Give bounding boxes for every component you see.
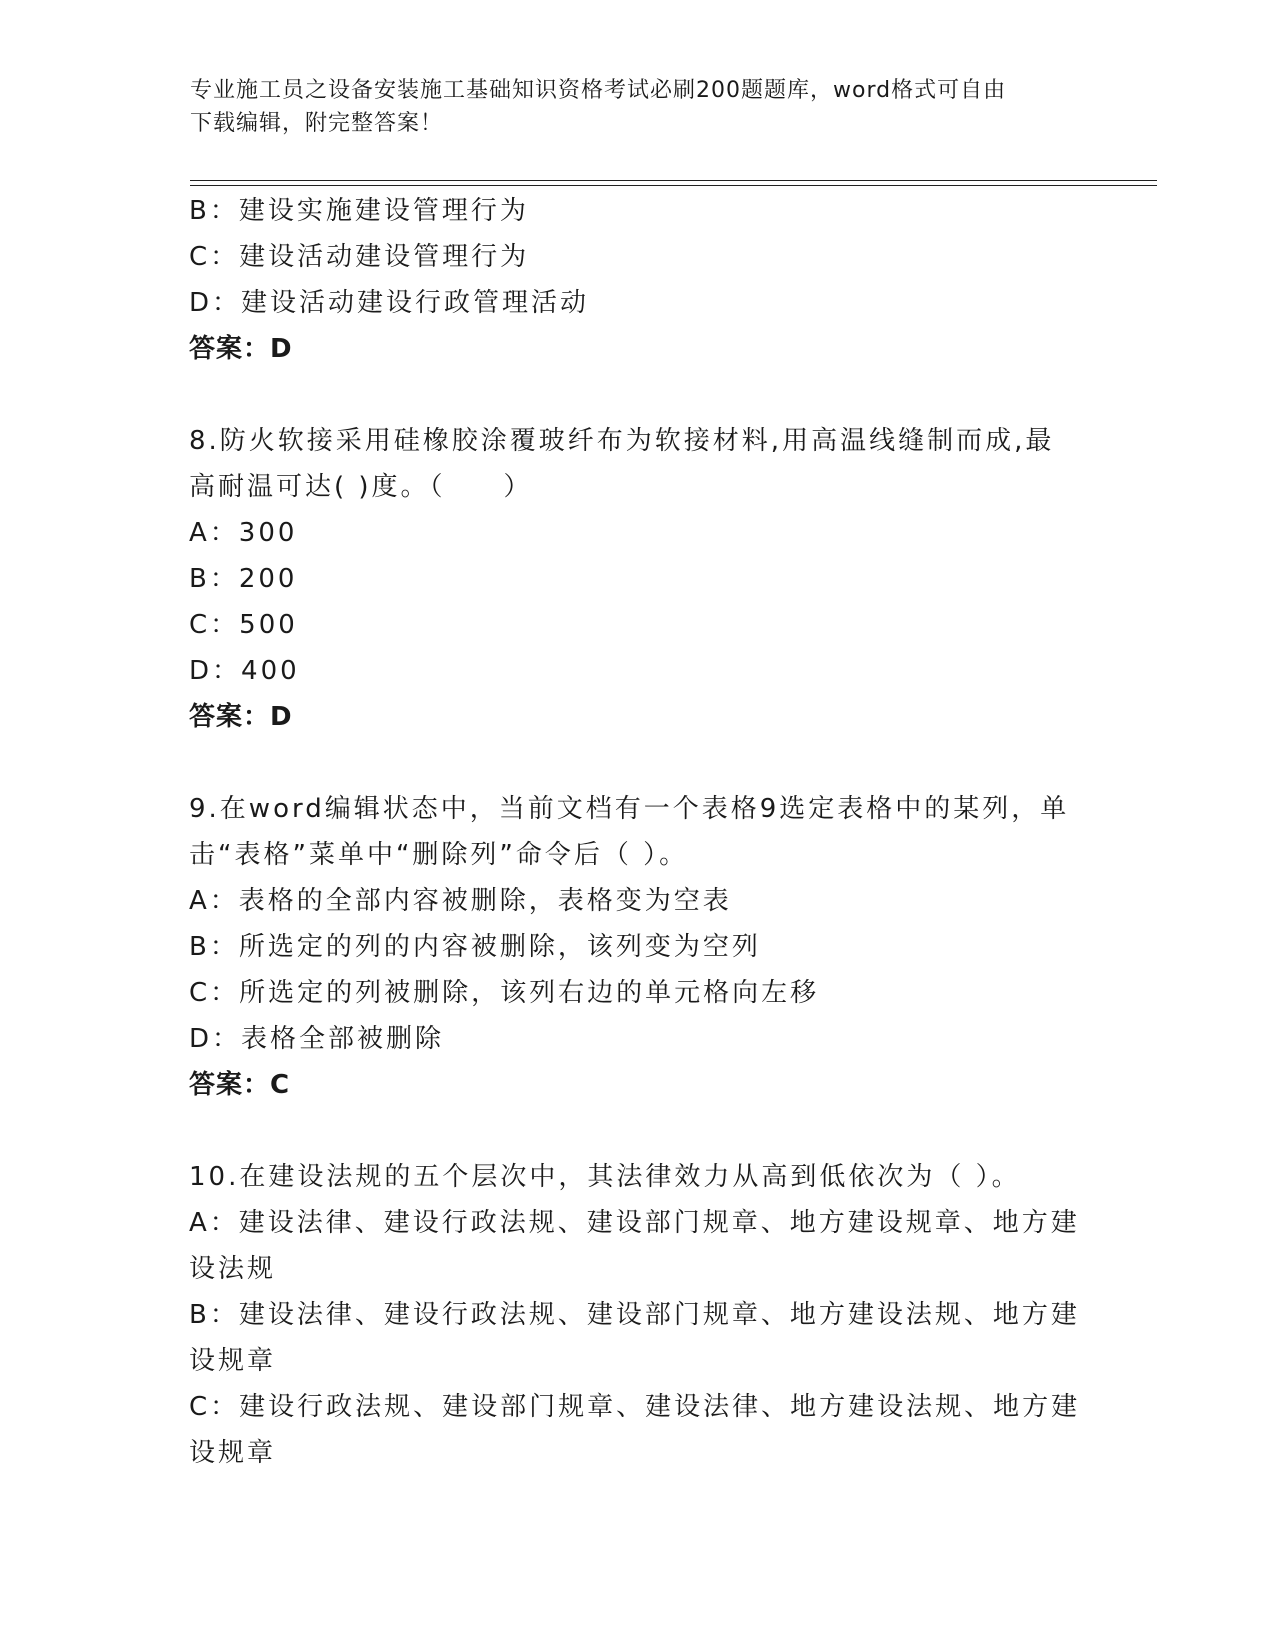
question-stem: 9.在word编辑状态中，当前文档有一个表格9选定表格中的某列，单 bbox=[189, 794, 1070, 824]
option-a: A：300 bbox=[189, 518, 298, 548]
header-divider-bottom bbox=[190, 185, 1157, 186]
header-divider-top bbox=[190, 180, 1157, 181]
option-a: A：表格的全部内容被删除，表格变为空表 bbox=[189, 886, 732, 916]
spacer bbox=[189, 1108, 1089, 1154]
option-b: B：所选定的列的内容被删除，该列变为空列 bbox=[189, 932, 761, 962]
option-c: C：所选定的列被删除，该列右边的单元格向左移 bbox=[189, 978, 820, 1008]
document-body bbox=[189, 188, 1089, 1476]
option-a: A：建设法律、建设行政法规、建设部门规章、地方建设规章、地方建 bbox=[189, 1208, 1080, 1238]
option-d: D：表格全部被删除 bbox=[189, 1024, 445, 1054]
question-stem-continued: 击“表格”菜单中“删除列”命令后（ ）。 bbox=[189, 840, 689, 870]
option-c-continued: 设规章 bbox=[189, 1438, 277, 1468]
question-9 bbox=[189, 786, 1089, 1108]
option-b-continued: 设规章 bbox=[189, 1346, 277, 1376]
answer: 答案：D bbox=[189, 334, 293, 364]
option-b: B：建设实施建设管理行为 bbox=[189, 196, 529, 226]
option-c: C：建设活动建设管理行为 bbox=[189, 242, 530, 272]
question-10 bbox=[189, 1154, 1089, 1476]
question-stem: 8.防火软接采用硅橡胶涂覆玻纤布为软接材料,用高温线缝制而成,最 bbox=[189, 426, 1055, 456]
option-d: D：400 bbox=[189, 656, 300, 686]
option-b: B：建设法律、建设行政法规、建设部门规章、地方建设法规、地方建 bbox=[189, 1300, 1080, 1330]
option-a-continued: 设法规 bbox=[189, 1254, 277, 1284]
option-c: C：500 bbox=[189, 610, 298, 640]
question-8 bbox=[189, 418, 1089, 740]
question-stem-continued: 高耐温可达( )度。（ ） bbox=[189, 472, 533, 502]
question-7-tail bbox=[189, 188, 1089, 372]
spacer bbox=[189, 372, 1089, 418]
option-b: B：200 bbox=[189, 564, 298, 594]
option-d: D：建设活动建设行政管理活动 bbox=[189, 288, 590, 318]
spacer bbox=[189, 740, 1089, 786]
document-header bbox=[190, 74, 1090, 140]
option-c: C：建设行政法规、建设部门规章、建设法律、地方建设法规、地方建 bbox=[189, 1392, 1081, 1422]
answer: 答案：D bbox=[189, 702, 293, 732]
header-line-1: 专业施工员之设备安装施工基础知识资格考试必刷200题题库，word格式可自由 bbox=[190, 78, 1007, 103]
question-stem: 10.在建设法规的五个层次中，其法律效力从高到低依次为（ ）。 bbox=[189, 1162, 1021, 1192]
answer: 答案：C bbox=[189, 1070, 291, 1100]
header-line-2: 下载编辑，附完整答案！ bbox=[190, 111, 444, 136]
